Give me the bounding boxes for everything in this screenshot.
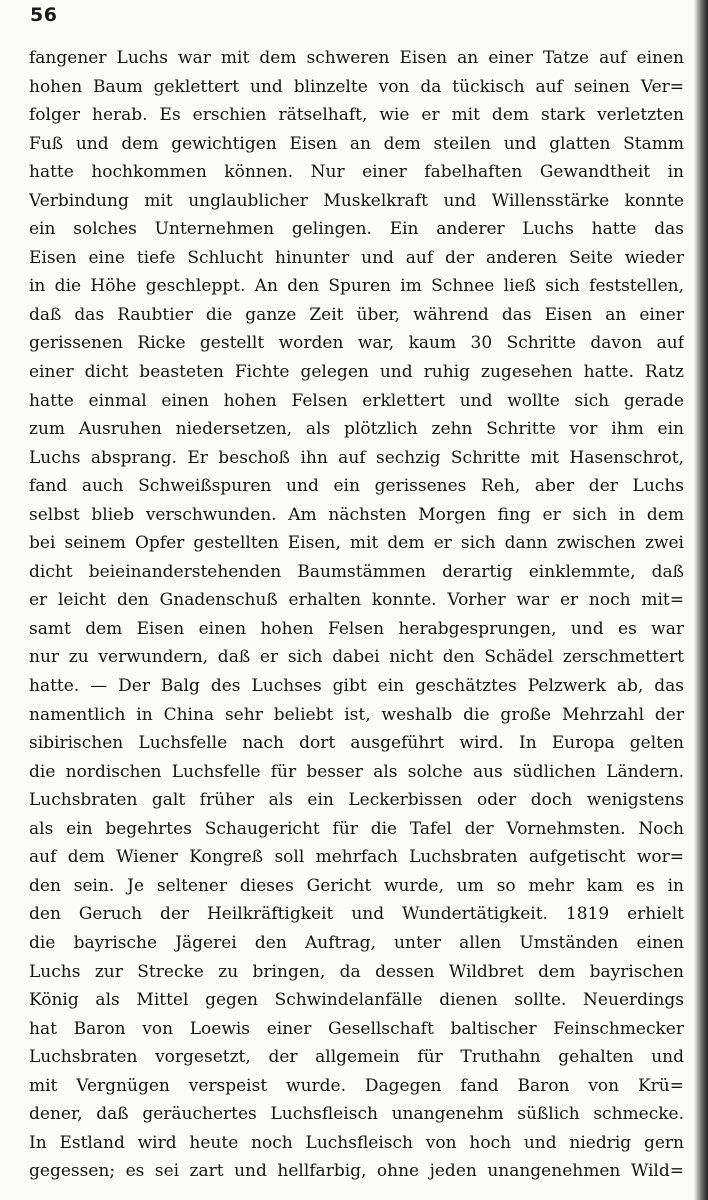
text-line: folger herab. Es erschien rätselhaft, wie er mit dem stark verletzten <box>29 105 684 126</box>
text-line: nur zu verwundern, daß er sich dabei nicht den Schädel zerschmettert <box>29 647 684 668</box>
text-line: hatte einmal einen hohen Felsen erklettert und wollte sich gerade <box>29 390 684 411</box>
text-line: Eisen eine tiefe Schlucht hinunter und auf der anderen Seite wieder <box>29 247 684 268</box>
text-line: als ein begehrtes Schaugericht für die Tafel der Vornehmsten. Noch <box>29 818 684 839</box>
text-line: hat Baron von Loewis einer Gesellschaft baltischer Feinschmecker <box>29 1018 684 1039</box>
text-line: mit Vergnügen verspeist wurde. Dagegen fand Baron von Krü= <box>29 1075 684 1096</box>
text-line: auf dem Wiener Kongreß soll mehrfach Luchsbraten aufgetischt wor= <box>29 847 684 868</box>
text-line: er leicht den Gnadenschuß erhalten konnte. Vorher war er noch mit= <box>29 590 684 611</box>
text-line: die bayrische Jägerei den Auftrag, unter allen Umständen einen <box>29 932 684 953</box>
text-line: sibirischen Luchsfelle nach dort ausgeführt wird. In Europa gelten <box>29 733 684 754</box>
text-line: dicht beieinanderstehenden Baumstämmen derartig einklemmte, daß <box>29 561 684 582</box>
body-text <box>29 44 684 1186</box>
text-line: Luchs zur Strecke zu bringen, da dessen Wildbret dem bayrischen <box>29 961 684 982</box>
text-line: hatte hochkommen können. Nur einer fabelhaften Gewandtheit in <box>29 162 684 183</box>
text-line: in die Höhe geschleppt. An den Spuren im Schnee ließ sich feststellen, <box>29 276 684 297</box>
text-line: dener, daß geräuchertes Luchsfleisch unangenehm süßlich schmecke. <box>29 1104 684 1125</box>
text-line: einer dicht beasteten Fichte gelegen und ruhig zugesehen hatte. Ratz <box>29 362 684 383</box>
page-number: 56 <box>30 4 58 26</box>
text-line: König als Mittel gegen Schwindelanfälle dienen sollte. Neuerdings <box>29 990 684 1011</box>
text-line: Verbindung mit unglaublicher Muskelkraft und Willensstärke konnte <box>29 190 684 211</box>
text-line: samt dem Eisen einen hohen Felsen herabgesprungen, und es war <box>29 618 684 639</box>
text-line: Luchsbraten galt früher als ein Leckerbissen oder doch wenigstens <box>29 790 684 811</box>
text-line: namentlich in China sehr beliebt ist, weshalb die große Mehrzahl der <box>29 704 684 725</box>
text-line: hohen Baum geklettert und blinzelte von da tückisch auf seinen Ver= <box>29 76 684 97</box>
text-line: ein solches Unternehmen gelingen. Ein anderer Luchs hatte das <box>29 219 684 240</box>
text-line: daß das Raubtier die ganze Zeit über, während das Eisen an einer <box>29 304 684 325</box>
text-line: Luchsbraten vorgesetzt, der allgemein für Truthahn gehalten und <box>29 1047 684 1068</box>
text-line: gegessen; es sei zart und hellfarbig, ohne jeden unangenehmen Wild= <box>29 1161 684 1182</box>
text-line: den Geruch der Heilkräftigkeit und Wundertätigkeit. 1819 erhielt <box>29 904 684 925</box>
page-edge-shadow <box>694 0 708 1200</box>
text-line: bei seinem Opfer gestellten Eisen, mit dem er sich dann zwischen zwei <box>29 533 684 554</box>
text-line: fand auch Schweißspuren und ein gerissenes Reh, aber der Luchs <box>29 476 684 497</box>
text-line: fangener Luchs war mit dem schweren Eisen an einer Tatze auf einen <box>29 48 684 68</box>
text-line: den sein. Je seltener dieses Gericht wurde, um so mehr kam es in <box>29 875 684 896</box>
text-line: In Estland wird heute noch Luchsfleisch von hoch und niedrig gern <box>29 1132 684 1153</box>
text-line: selbst blieb verschwunden. Am nächsten Morgen fing er sich in dem <box>29 504 684 525</box>
text-line: Luchs absprang. Er beschoß ihn auf sechzig Schritte mit Hasenschrot, <box>29 447 684 468</box>
text-line: gerissenen Ricke gestellt worden war, kaum 30 Schritte davon auf <box>29 333 684 354</box>
text-line: Fuß und dem gewichtigen Eisen an dem steilen und glatten Stamm <box>29 133 684 154</box>
text-line: zum Ausruhen niedersetzen, als plötzlich zehn Schritte vor ihm ein <box>29 419 684 440</box>
text-line: die nordischen Luchsfelle für besser als solche aus südlichen Ländern. <box>29 761 684 782</box>
text-line: hatte. — Der Balg des Luchses gibt ein geschätztes Pelzwerk ab, das <box>29 676 684 697</box>
